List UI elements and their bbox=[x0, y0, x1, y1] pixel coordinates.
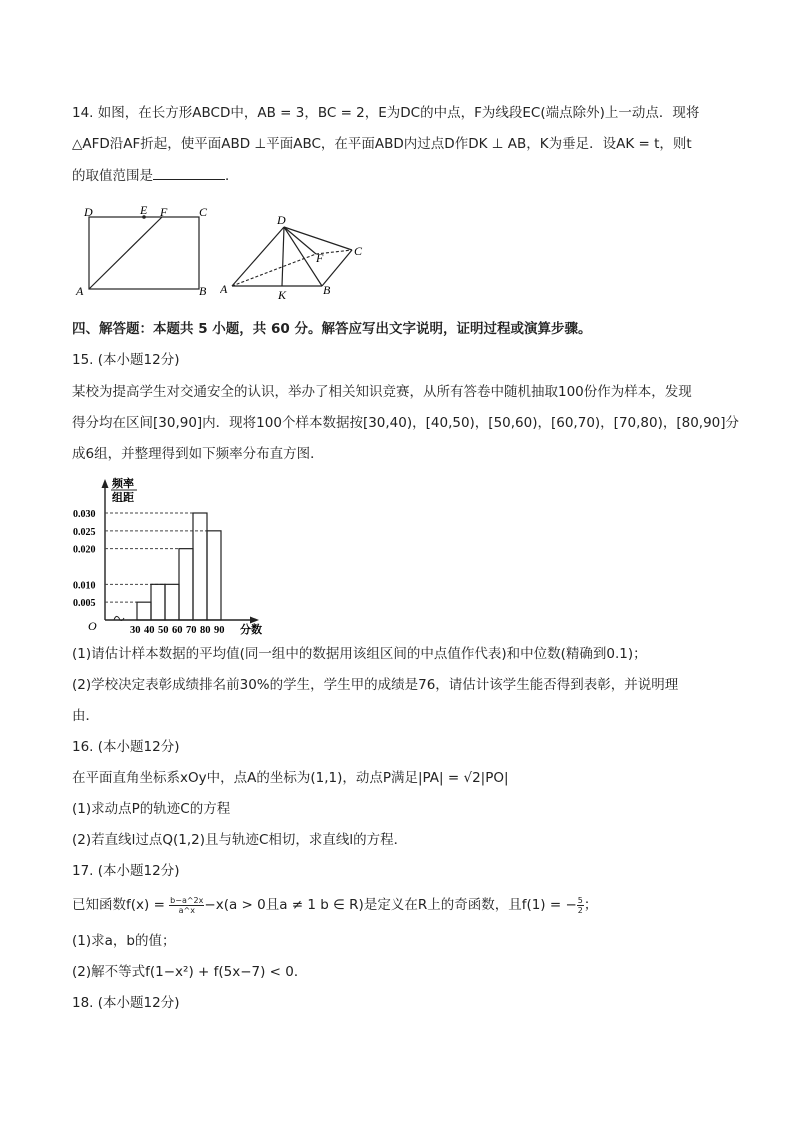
x-tick-label: 40 bbox=[144, 625, 155, 636]
label-c: C bbox=[199, 205, 208, 219]
frequency-histogram bbox=[70, 475, 270, 637]
folded-figure bbox=[220, 210, 380, 305]
segment-bc bbox=[322, 250, 352, 286]
q15-para1: 某校为提高学生对交通安全的认识，举办了相关知识竞赛，从所有答卷中随机抽取100份作为样本，发现 bbox=[72, 384, 692, 400]
q15-question2b: 由． bbox=[72, 708, 99, 724]
x-tick-label: 80 bbox=[200, 625, 211, 636]
q14-line3-end: ． bbox=[225, 168, 239, 184]
q15-para2: 得分均在区间[30,90]内．现将100个样本数据按[30,40)，[40,50)，[50,60)，[60,70)，[70,80)，[80,90]分 bbox=[72, 415, 740, 431]
label-b: B bbox=[199, 284, 207, 298]
x-label: 分数 bbox=[240, 624, 262, 636]
histogram-bar bbox=[179, 549, 193, 620]
q15-question2a: (2)学校决定表彰成绩排名前30%的学生，学生甲的成绩是76，请估计该学生能否得到表彰，并说明理 bbox=[72, 677, 679, 693]
answer-blank[interactable] bbox=[153, 165, 225, 180]
q17-header: 17. (本小题12分) bbox=[72, 863, 180, 879]
rectangle-figure bbox=[70, 200, 220, 300]
y-label-bottom: 组距 bbox=[112, 492, 134, 504]
q14-line1: 14. 如图，在长方形ABCD中，AB = 3，BC = 2，E为DC的中点，F为线段EC(端点除外)上一动点．现将 bbox=[72, 105, 700, 121]
label-d2: D bbox=[277, 213, 286, 227]
x-tick-label: 90 bbox=[214, 625, 225, 636]
q17-f1-den: 2 bbox=[577, 905, 583, 915]
x-tick-label: 70 bbox=[186, 625, 197, 636]
label-a: A bbox=[76, 284, 84, 298]
q15-question1: (1)请估计样本数据的平均值(同一组中的数据用该组区间的中点值作代表)和中位数(精确到0.1)； bbox=[72, 646, 647, 662]
label-d: D bbox=[84, 205, 93, 219]
q17-para1 bbox=[72, 895, 597, 915]
segment-df bbox=[284, 227, 316, 254]
y-axis-arrow bbox=[102, 479, 109, 488]
label-e: E bbox=[140, 203, 148, 217]
q17-fraction bbox=[169, 896, 204, 915]
q14-line3-text: 的取值范围是 bbox=[72, 168, 153, 184]
q17-f1-num: 5 bbox=[577, 895, 583, 905]
section-heading: 四、解答题：本题共 5 小题，共 60 分。解答应写出文字说明，证明过程或演算步骤。 bbox=[72, 321, 592, 337]
q17-question1: (1)求a，b的值； bbox=[72, 933, 176, 949]
q15-header: 15. (本小题12分) bbox=[72, 352, 180, 368]
x-tick-label: 60 bbox=[172, 625, 183, 636]
label-c2: C bbox=[354, 244, 363, 258]
q15-para3: 成6组，并整理得到如下频率分布直方图． bbox=[72, 446, 324, 462]
segment-ad bbox=[232, 227, 284, 286]
q16-header: 16. (本小题12分) bbox=[72, 739, 180, 755]
x-axis-arrow bbox=[250, 617, 259, 624]
label-f2: F bbox=[316, 251, 324, 265]
y-tick-label: 0.030 bbox=[73, 509, 96, 520]
origin-label: O bbox=[88, 619, 97, 633]
q17-text-pre: 已知函数f(x) = bbox=[72, 897, 170, 913]
q16-question1: (1)求动点P的轨迹C的方程 bbox=[72, 801, 231, 817]
q18-header: 18. (本小题12分) bbox=[72, 995, 180, 1011]
segment-af-dashed bbox=[232, 254, 316, 286]
q17-fraction-num: b−a^2x bbox=[170, 895, 204, 905]
segment-dk bbox=[282, 227, 284, 286]
histogram-bar bbox=[137, 602, 151, 620]
y-tick-label: 0.020 bbox=[73, 544, 96, 556]
label-a2: A bbox=[220, 282, 228, 296]
segment-dc bbox=[284, 227, 352, 250]
q14-line3 bbox=[72, 165, 239, 186]
x-tick-label: 30 bbox=[130, 625, 141, 636]
x-tick-label: 50 bbox=[158, 625, 169, 636]
label-f: F bbox=[160, 205, 168, 219]
y-tick-label: 0.010 bbox=[73, 580, 96, 592]
q17-fraction-den: a^x bbox=[178, 905, 195, 915]
y-label-top: 频率 bbox=[112, 478, 134, 490]
histogram-bar bbox=[207, 531, 221, 620]
histogram-bar bbox=[193, 513, 207, 620]
q17-text-post: ； bbox=[583, 897, 598, 913]
histogram-bar bbox=[151, 584, 165, 620]
q17-question2: (2)解不等式f(1−x²) + f(5x−7) < 0． bbox=[72, 964, 308, 980]
q16-question2: (2)若直线l过点Q(1,2)且与轨迹C相切，求直线l的方程． bbox=[72, 832, 408, 848]
q14-line2: △AFD沿AF折起，使平面ABD ⊥平面ABC，在平面ABD内过点D作DK ⊥ AB，K为垂足．设AK = t，则t bbox=[72, 136, 692, 152]
y-tick-label: 0.025 bbox=[73, 526, 96, 538]
q16-para1: 在平面直角坐标系xOy中，点A的坐标为(1,1)，动点P满足|PA| = √2|PO| bbox=[72, 770, 509, 786]
segment-af bbox=[89, 217, 162, 289]
label-b2: B bbox=[323, 283, 331, 297]
q17-f1-fraction bbox=[577, 896, 584, 915]
histogram-bar bbox=[165, 584, 179, 620]
rectangle-abcd bbox=[89, 217, 199, 289]
q17-text-mid: −x(a > 0且a ≠ 1 b ∈ R)是定义在R上的奇函数，且f(1) = − bbox=[204, 897, 577, 913]
y-tick-label: 0.005 bbox=[73, 598, 96, 610]
label-k2: K bbox=[278, 288, 287, 302]
